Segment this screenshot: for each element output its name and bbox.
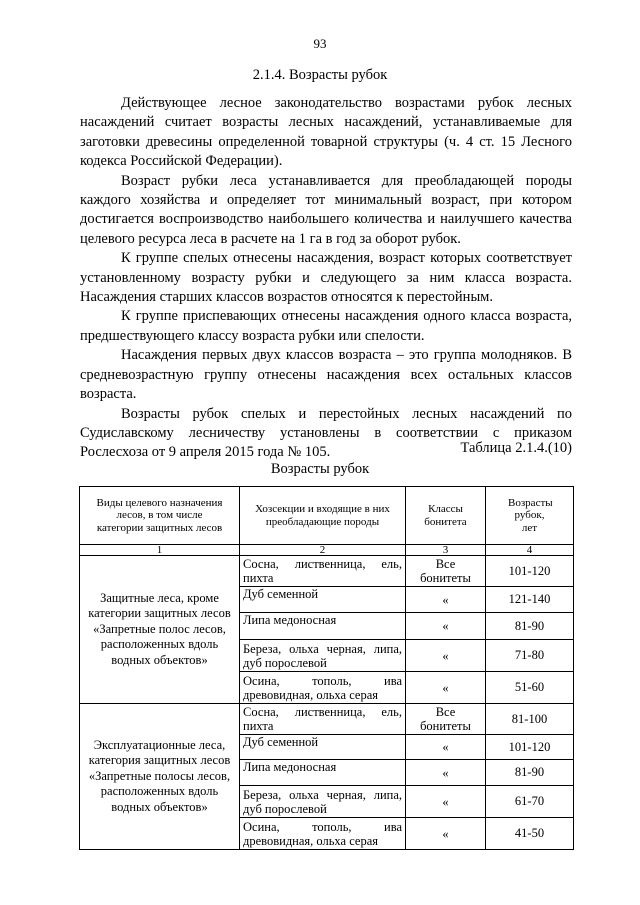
- species-cell: Липа медоносная: [240, 760, 406, 786]
- column-number: 2: [240, 545, 406, 556]
- column-header: Виды целевого назначения лесов, в том числе категории защитных лесов: [80, 487, 240, 545]
- age-cell: 81-90: [486, 613, 574, 640]
- cutting-age-table: [79, 486, 574, 850]
- bonitet-cell: «: [406, 786, 486, 818]
- paragraph: Возрасты рубок спелых и перестойных лесных насаждений по Судиславскому лесничеству установлены в соответствии с приказом Рослесхоза от 9 апреля 2015 года № 105.: [80, 405, 572, 461]
- column-number: 4: [486, 545, 574, 556]
- bonitet-cell: «: [406, 613, 486, 640]
- bonitet-cell: «: [406, 818, 486, 850]
- table-row: [80, 556, 574, 587]
- age-cell: 51-60: [486, 672, 574, 704]
- age-cell: 71-80: [486, 640, 574, 672]
- species-cell: Сосна, лиственница, ель, пихта: [240, 704, 406, 735]
- section-title: 2.1.4. Возрасты рубок: [252, 67, 388, 83]
- age-cell: 81-90: [486, 760, 574, 786]
- paragraph: Насаждения первых двух классов возраста – это группа молодняков. В средневозрастную группу отнесены насаждения всех остальных классов возраста.: [80, 347, 572, 403]
- table-header-row: [80, 487, 574, 545]
- column-number: 1: [80, 545, 240, 556]
- bonitet-cell: «: [406, 640, 486, 672]
- species-cell: Осина, тополь, ива древовидная, ольха серая: [240, 672, 406, 704]
- species-cell: Дуб семенной: [240, 587, 406, 613]
- age-cell: 101-120: [486, 556, 574, 587]
- paragraph: К группе приспевающих отнесены насаждения одного класса возраста, предшествующего классу возраста рубки или спелости.: [80, 308, 572, 344]
- column-header: Классы бонитета: [406, 487, 486, 545]
- forest-purpose-cell: Защитные леса, кроме категории защитных лесов «Запретные полос лесов, расположенных вдоль водных объектов»: [80, 556, 240, 704]
- age-cell: 101-120: [486, 735, 574, 760]
- column-number: 3: [406, 545, 486, 556]
- paragraph: Действующее лесное законодательство возрастами рубок лесных насаждений считает возрасты лесных насаждений, устанавливаемые для заготовки древесины определенной товарной структуры (ч. 4 ст. 15 Лесного кодекса Российской Федерации).: [80, 95, 572, 170]
- column-number-row: [80, 545, 574, 556]
- forest-purpose-cell: Эксплуатационные леса, категория защитных лесов «Запретные полосы лесов, расположенных вдоль водных объектов»: [80, 704, 240, 850]
- body-text: [80, 94, 572, 463]
- bonitet-cell: Все бонитеты: [406, 556, 486, 587]
- age-cell: 61-70: [486, 786, 574, 818]
- species-cell: Сосна, лиственница, ель, пихта: [240, 556, 406, 587]
- table-number: Таблица 2.1.4.(10): [460, 440, 572, 456]
- page-number: 93: [313, 36, 327, 51]
- species-cell: Береза, ольха черная, липа, дуб порослевой: [240, 786, 406, 818]
- bonitet-cell: Все бонитеты: [406, 704, 486, 735]
- age-cell: 41-50: [486, 818, 574, 850]
- species-cell: Осина, тополь, ива древовидная, ольха серая: [240, 818, 406, 850]
- bonitet-cell: «: [406, 587, 486, 613]
- species-cell: Дуб семенной: [240, 735, 406, 760]
- age-cell: 81-100: [486, 704, 574, 735]
- table-row: [80, 704, 574, 735]
- column-header: Возрасты рубок, лет: [486, 487, 574, 545]
- species-cell: Липа медоносная: [240, 613, 406, 640]
- paragraph: Возраст рубки леса устанавливается для преобладающей породы каждого хозяйства и определяет тот минимальный возраст, при котором достигается воспроизводство наибольшего количества и наилучшего качества целевого ресурса леса в расчете на 1 га в год за оборот рубок.: [80, 172, 572, 247]
- column-header: Хозсекции и входящие в них преобладающие породы: [240, 487, 406, 545]
- age-cell: 121-140: [486, 587, 574, 613]
- bonitet-cell: «: [406, 672, 486, 704]
- table-title: Возрасты рубок: [270, 461, 370, 477]
- bonitet-cell: «: [406, 760, 486, 786]
- species-cell: Береза, ольха черная, липа, дуб порослевой: [240, 640, 406, 672]
- bonitet-cell: «: [406, 735, 486, 760]
- paragraph: К группе спелых отнесены насаждения, возраст которых соответствует установленному возрасту рубки и следующего за ним класса возраста. Насаждения старших классов возрастов относятся к перестойным.: [80, 250, 572, 306]
